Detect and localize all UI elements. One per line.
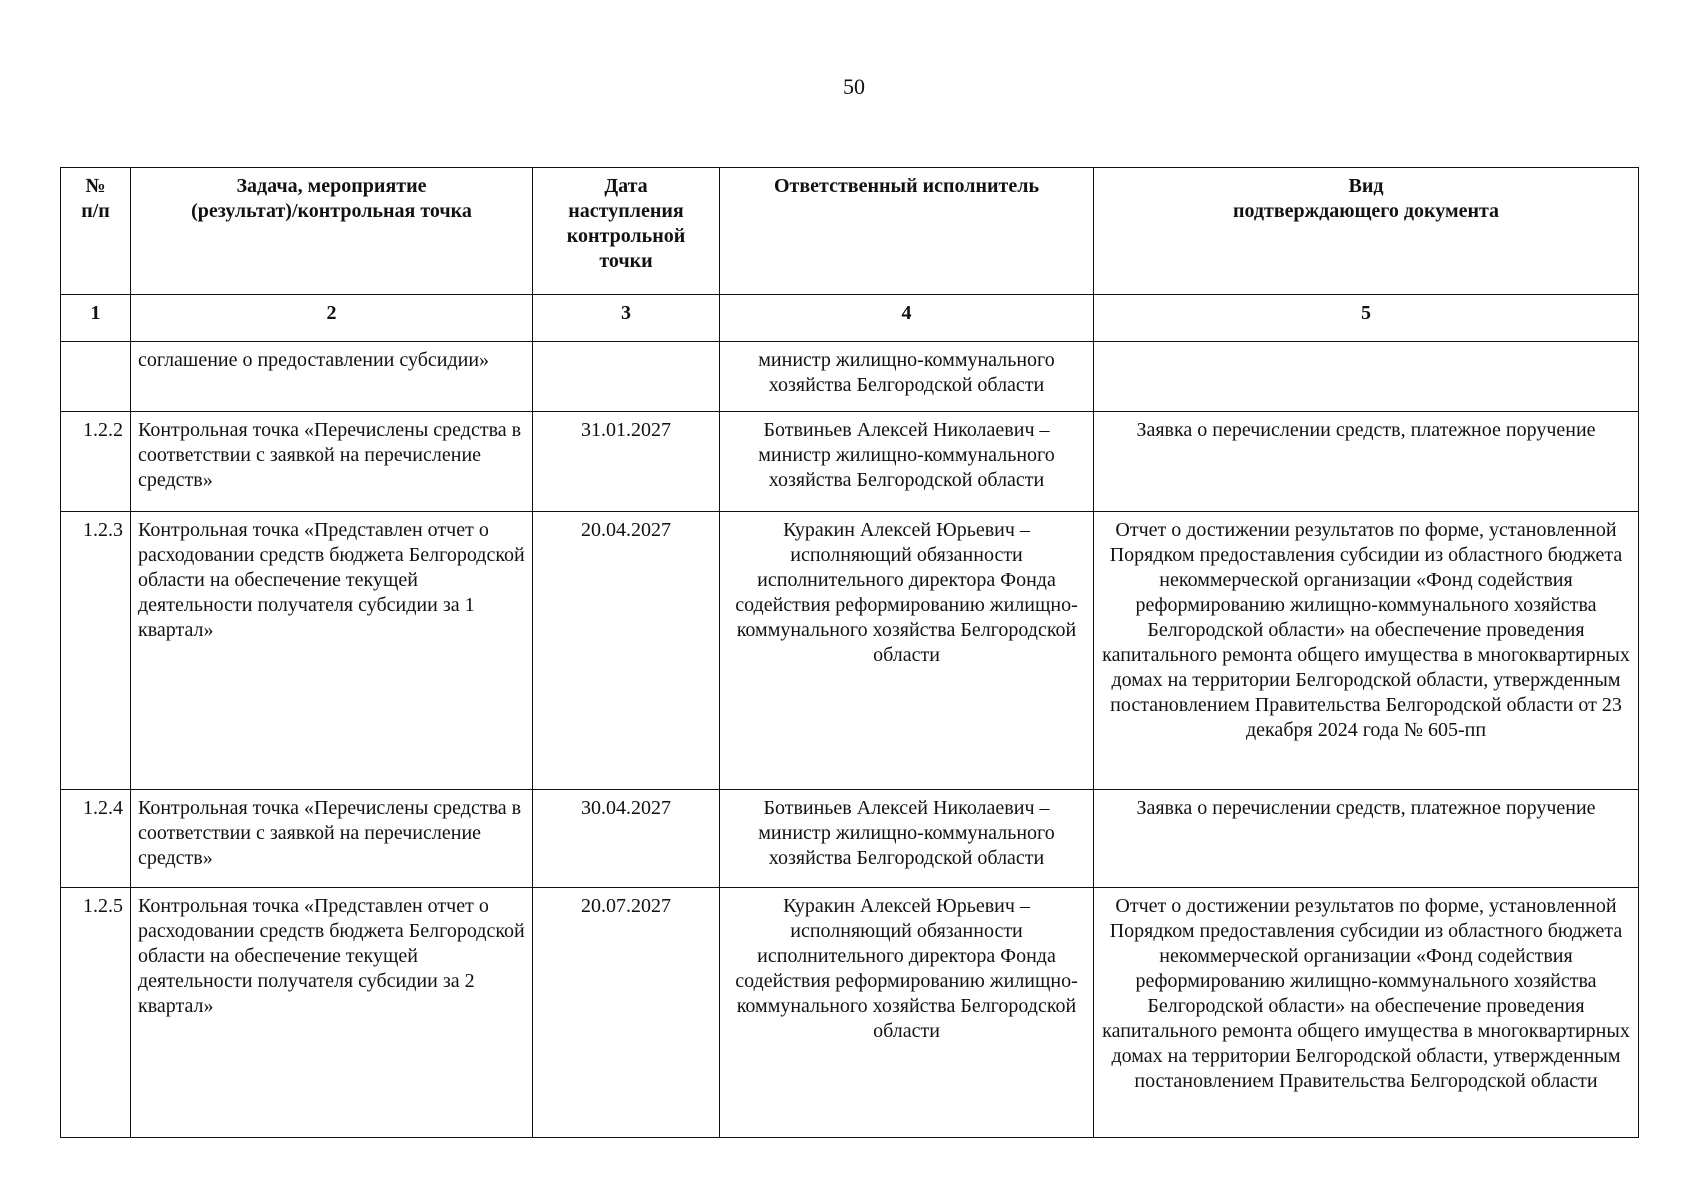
row-executor: Ботвиньев Алексей Николаевич – министр жилищно-коммунального хозяйства Белгородской области (720, 412, 1094, 512)
header-task: Задача, мероприятие (результат)/контрольная точка (131, 168, 533, 295)
header-num: № п/п (61, 168, 131, 295)
row-task: Контрольная точка «Перечислены средства в соответствии с заявкой на перечисление средств» (131, 790, 533, 888)
row-document: Отчет о достижении результатов по форме, установленной Порядком предоставления субсидии из областного бюджета некоммерческой организации «Фонд содействия реформированию жилищно-коммунального хозяйства Белгородской области» на обеспечение проведения капитального ремонта общего имущества в многоквартирных домах на территории Белгородской области, утвержденным постановлением Правительства Белгородской области от 23 декабря 2024 года № 605-пп (1094, 512, 1639, 790)
row-num (61, 342, 131, 412)
table-row (61, 512, 1639, 790)
table-row (61, 412, 1639, 512)
row-date: 20.04.2027 (533, 512, 720, 790)
row-task: Контрольная точка «Перечислены средства в соответствии с заявкой на перечисление средств» (131, 412, 533, 512)
control-points-table (60, 167, 1639, 1138)
column-number: 4 (720, 295, 1094, 342)
row-num: 1.2.5 (61, 888, 131, 1138)
row-document (1094, 342, 1639, 412)
row-num: 1.2.3 (61, 512, 131, 790)
row-task: соглашение о предоставлении субсидии» (131, 342, 533, 412)
row-document: Заявка о перечислении средств, платежное поручение (1094, 790, 1639, 888)
header-executor: Ответственный исполнитель (720, 168, 1094, 295)
column-number: 1 (61, 295, 131, 342)
row-date: 20.07.2027 (533, 888, 720, 1138)
row-task: Контрольная точка «Представлен отчет о расходовании средств бюджета Белгородской области на обеспечение текущей деятельности получателя субсидии за 2 квартал» (131, 888, 533, 1138)
row-executor: Куракин Алексей Юрьевич – исполняющий обязанности исполнительного директора Фонда содействия реформированию жилищно-коммунального хозяйства Белгородской области (720, 888, 1094, 1138)
header-date: Дата наступления контрольной точки (533, 168, 720, 295)
row-executor: министр жилищно-коммунального хозяйства Белгородской области (720, 342, 1094, 412)
column-number-row (61, 295, 1639, 342)
row-num: 1.2.4 (61, 790, 131, 888)
row-executor: Куракин Алексей Юрьевич – исполняющий обязанности исполнительного директора Фонда содействия реформированию жилищно-коммунального хозяйства Белгородской области (720, 512, 1094, 790)
page-number: 50 (843, 74, 865, 99)
header-document: Вид подтверждающего документа (1094, 168, 1639, 295)
row-date: 30.04.2027 (533, 790, 720, 888)
column-number: 5 (1094, 295, 1639, 342)
table-row (61, 888, 1639, 1138)
row-num: 1.2.2 (61, 412, 131, 512)
row-date: 31.01.2027 (533, 412, 720, 512)
column-number: 2 (131, 295, 533, 342)
column-number: 3 (533, 295, 720, 342)
row-document: Заявка о перечислении средств, платежное поручение (1094, 412, 1639, 512)
row-document: Отчет о достижении результатов по форме, установленной Порядком предоставления субсидии из областного бюджета некоммерческой организации «Фонд содействия реформированию жилищно-коммунального хозяйства Белгородской области» на обеспечение проведения капитального ремонта общего имущества в многоквартирных домах на территории Белгородской области, утвержденным постановлением Правительства Белгородской области (1094, 888, 1639, 1138)
row-task: Контрольная точка «Представлен отчет о расходовании средств бюджета Белгородской области на обеспечение текущей деятельности получателя субсидии за 1 квартал» (131, 512, 533, 790)
row-executor: Ботвиньев Алексей Николаевич – министр жилищно-коммунального хозяйства Белгородской области (720, 790, 1094, 888)
row-date (533, 342, 720, 412)
header-row (61, 168, 1639, 295)
table-row (61, 790, 1639, 888)
table-row (61, 342, 1639, 412)
